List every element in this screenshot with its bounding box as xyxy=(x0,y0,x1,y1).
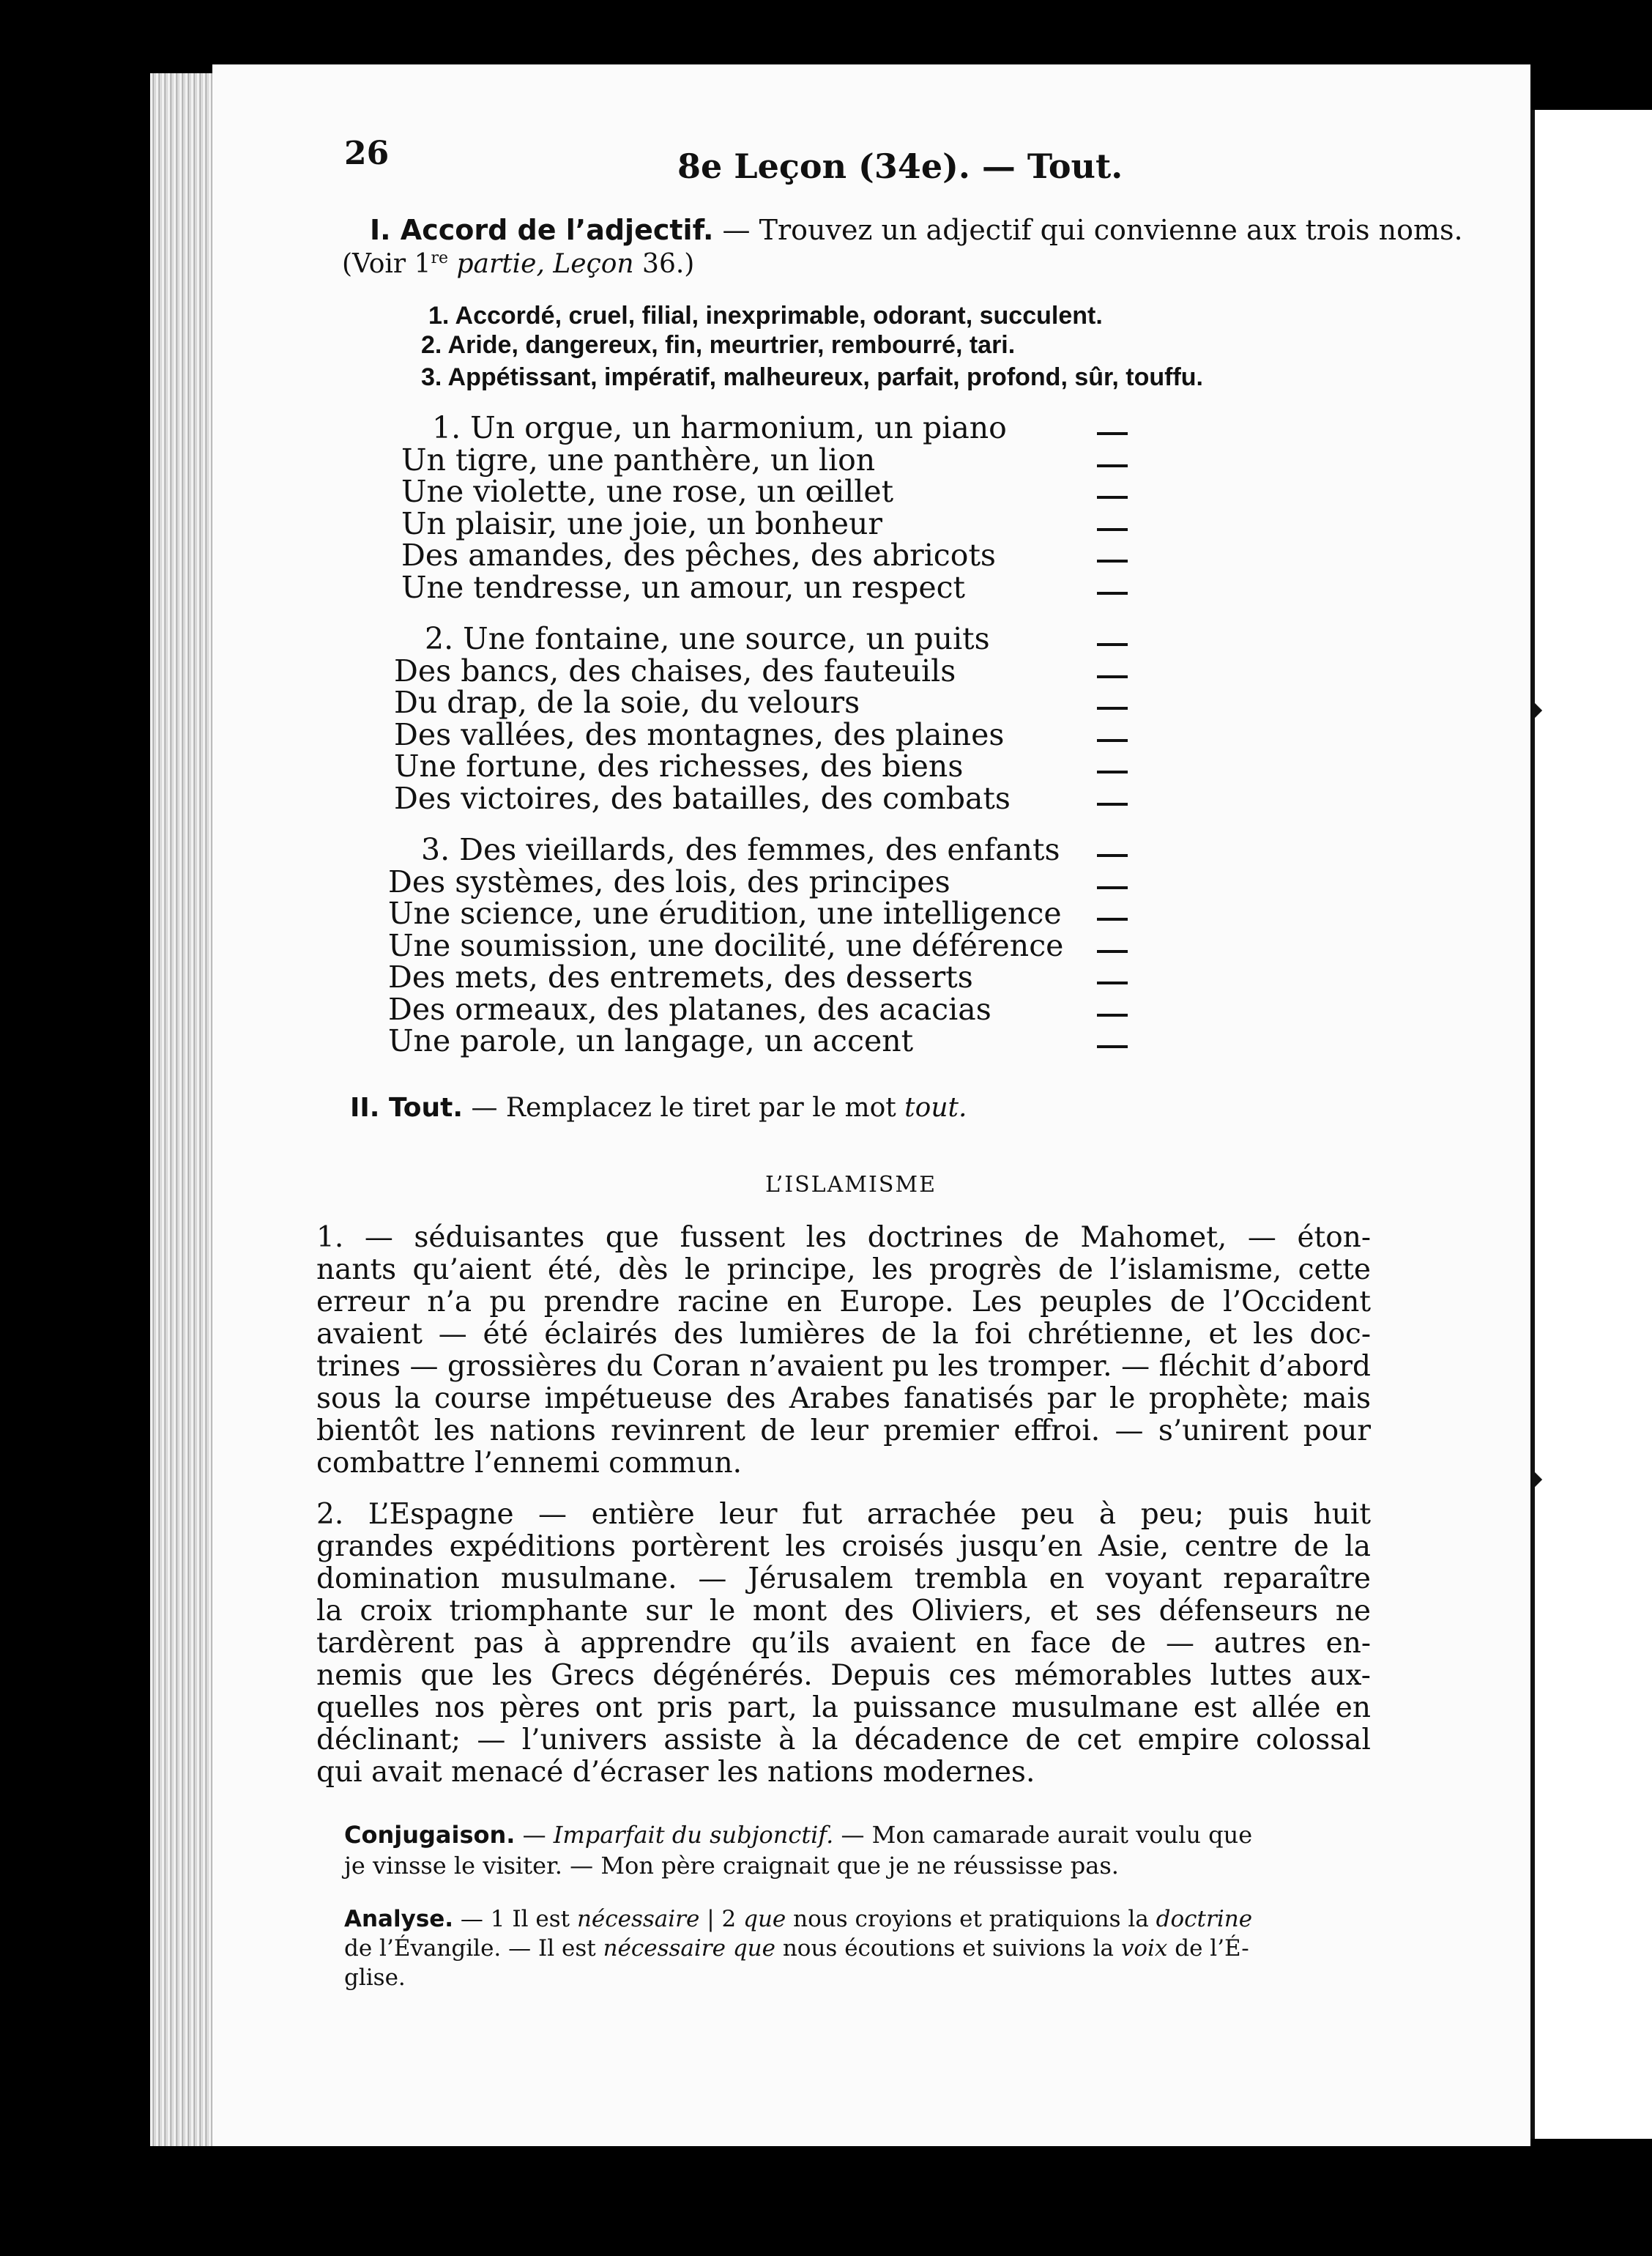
section-1-title: I. Accord de l’adjectif. xyxy=(370,214,714,246)
conjugation-text: — Mon camarade aurait voulu que xyxy=(833,1821,1253,1849)
answer-blank-dash xyxy=(1097,1045,1128,1048)
reference-number: 36.) xyxy=(633,249,695,279)
paragraph-line: qui avait menacé d’écraser les nations modernes. xyxy=(316,1756,1035,1789)
paragraph-line: domination musulmane. — Jérusalem trembla en voyant reparaître xyxy=(316,1562,1371,1595)
answer-blank-dash xyxy=(1097,854,1128,857)
adjective-list-2: 2. Aride, dangereux, fin, meurtrier, rembourré, tari. xyxy=(421,331,1016,359)
answer-blank-dash xyxy=(1097,803,1128,806)
noun-group-line: Un tigre, une panthère, un lion xyxy=(401,442,876,478)
conjugation-line-2: je vinsse le visiter. — Mon père craignait que je ne réussisse pas. xyxy=(344,1852,1119,1880)
paragraph-line: erreur n’a pu prendre racine en Europe. Les peuples de l’Occident xyxy=(316,1285,1371,1318)
conjugation-label: Conjugaison. xyxy=(344,1821,516,1849)
answer-blank-dash xyxy=(1097,560,1128,563)
paragraph-line: 1. — séduisantes que fussent les doctrines de Mahomet, — éton- xyxy=(316,1221,1371,1254)
answer-blank-dash xyxy=(1097,464,1128,467)
noun-group-line: Des systèmes, des lois, des principes xyxy=(388,864,950,899)
analysis-exercise xyxy=(344,1904,1369,1992)
paragraph-2 xyxy=(316,1499,1371,1789)
analysis-text: nous croyions et pratiquions la xyxy=(786,1906,1156,1932)
section-2-instruction-word: tout. xyxy=(904,1093,967,1123)
analysis-text: de l’É- xyxy=(1167,1935,1249,1962)
reference-text: (Voir 1 xyxy=(342,249,431,279)
noun-group-line: Des bancs, des chaises, des fauteuils xyxy=(394,653,956,689)
answer-blank-dash xyxy=(1097,982,1128,984)
answer-blank-dash xyxy=(1097,432,1128,435)
answer-blank-dash xyxy=(1097,886,1128,889)
paragraph-line: avaient — été éclairés des lumières de la foi chrétienne, et les doc- xyxy=(316,1318,1371,1351)
noun-group-line: Des amandes, des pêches, des abricots xyxy=(401,538,996,573)
conjugation-exercise xyxy=(344,1819,1369,1881)
noun-group-line: Des ormeaux, des platanes, des acacias xyxy=(388,991,991,1027)
section-1-reference xyxy=(342,249,694,279)
section-2-instruction: — Remplacez le tiret par le mot xyxy=(463,1093,905,1123)
noun-group-line: Une violette, une rose, un œillet xyxy=(401,474,894,509)
facing-page-edge xyxy=(1530,110,1652,2139)
noun-group-line: 2. Une fontaine, une source, un puits xyxy=(425,621,990,656)
running-title: 8e Leçon (34e). — Tout. xyxy=(677,146,1123,186)
analysis-text: | 2 xyxy=(699,1906,744,1932)
answer-blank-dash xyxy=(1097,771,1128,773)
analysis-text: de l’Évangile. — Il est xyxy=(344,1935,603,1962)
analysis-line-3: glise. xyxy=(344,1964,406,1991)
section-2-heading xyxy=(350,1093,967,1123)
analysis-text: nous écoutions et suivions la xyxy=(775,1935,1121,1962)
answer-blank-dash xyxy=(1097,592,1128,595)
noun-group-line: Une tendresse, un amour, un respect xyxy=(401,569,966,605)
noun-group-line: 3. Des vieillards, des femmes, des enfants xyxy=(421,832,1060,867)
answer-blank-dash xyxy=(1097,1014,1128,1017)
exercise-title: L’ISLAMISME xyxy=(765,1172,937,1198)
paragraph-1 xyxy=(316,1222,1371,1480)
reference-italic: partie, Leçon xyxy=(448,249,634,279)
analysis-italic: que xyxy=(743,1906,786,1932)
paragraph-line: quelles nos pères ont pris part, la puissance musulmane est allée en xyxy=(316,1691,1371,1724)
noun-group-line: Du drap, de la soie, du velours xyxy=(394,685,860,720)
paragraph-line: nemis que les Grecs dégénérés. Depuis ces mémorables luttes aux- xyxy=(316,1659,1371,1692)
paragraph-line: nants qu’aient été, dès le principe, les progrès de l’islamisme, cette xyxy=(316,1253,1371,1286)
noun-group-line: Des victoires, des batailles, des combats xyxy=(394,780,1011,816)
noun-group-line: Des mets, des entremets, des desserts xyxy=(388,960,973,995)
analysis-text: — 1 Il est xyxy=(453,1906,577,1932)
analysis-italic: voix xyxy=(1120,1935,1168,1962)
paragraph-line: combattre l’ennemi commun. xyxy=(316,1447,743,1480)
analysis-italic: doctrine xyxy=(1156,1906,1253,1932)
noun-group-line: Une soumission, une docilité, une déférence xyxy=(388,927,1064,963)
answer-blank-dash xyxy=(1097,739,1128,742)
noun-group-line: Un plaisir, une joie, un bonheur xyxy=(401,505,883,541)
noun-group-line: Des vallées, des montagnes, des plaines xyxy=(394,716,1005,752)
noun-group-line: Une parole, un langage, un accent xyxy=(388,1023,914,1058)
section-1-heading xyxy=(370,214,1463,246)
answer-blank-dash xyxy=(1097,496,1128,499)
analysis-label: Analyse. xyxy=(344,1906,454,1932)
answer-blank-dash xyxy=(1097,528,1128,531)
page-number: 26 xyxy=(344,135,390,172)
paragraph-line: sous la course impétueuse des Arabes fanatisés par le prophète; mais xyxy=(316,1382,1371,1415)
adjective-list-1: 1. Accordé, cruel, filial, inexprimable, odorant, succulent. xyxy=(428,302,1103,330)
adjective-list-3: 3. Appétissant, impératif, malheureux, parfait, profond, sûr, touffu. xyxy=(421,363,1203,391)
noun-group-line: Une fortune, des richesses, des biens xyxy=(394,749,964,784)
analysis-italic: nécessaire xyxy=(576,1906,700,1932)
paragraph-line: la croix triomphante sur le mont des Oliviers, et ses défenseurs ne xyxy=(316,1595,1371,1628)
answer-blank-dash xyxy=(1097,950,1128,953)
answer-blank-dash xyxy=(1097,643,1128,646)
paragraph-line: tardèrent pas à apprendre qu’ils avaient en face de — autres en- xyxy=(316,1627,1371,1660)
noun-group-line: Une science, une érudition, une intelligence xyxy=(388,896,1062,931)
answer-blank-dash xyxy=(1097,675,1128,678)
paragraph-line: grandes expéditions portèrent les croisés jusqu’en Asie, centre de la xyxy=(316,1530,1371,1563)
paragraph-line: déclinant; — l’univers assiste à la décadence de cet empire colossal xyxy=(316,1723,1371,1756)
answer-blank-dash xyxy=(1097,918,1128,921)
answer-blank-dash xyxy=(1097,707,1128,710)
paragraph-line: trines — grossières du Coran n’avaient pu les tromper. — fléchit d’abord xyxy=(316,1350,1371,1383)
section-1-instruction: — Trouvez un adjectif qui convienne aux trois noms. xyxy=(713,214,1463,246)
reference-superscript: re xyxy=(431,249,449,267)
paragraph-line: 2. L’Espagne — entière leur fut arrachée peu à peu; puis huit xyxy=(316,1498,1371,1531)
analysis-italic: nécessaire que xyxy=(603,1935,775,1962)
section-2-title: II. Tout. xyxy=(350,1093,464,1123)
paragraph-line: bientôt les nations revinrent de leur premier effroi. — s’unirent pour xyxy=(316,1414,1371,1447)
conjugation-tense: Imparfait du subjonctif. xyxy=(553,1821,834,1849)
conjugation-dash: — xyxy=(515,1821,554,1849)
noun-group-line: 1. Un orgue, un harmonium, un piano xyxy=(432,410,1007,445)
